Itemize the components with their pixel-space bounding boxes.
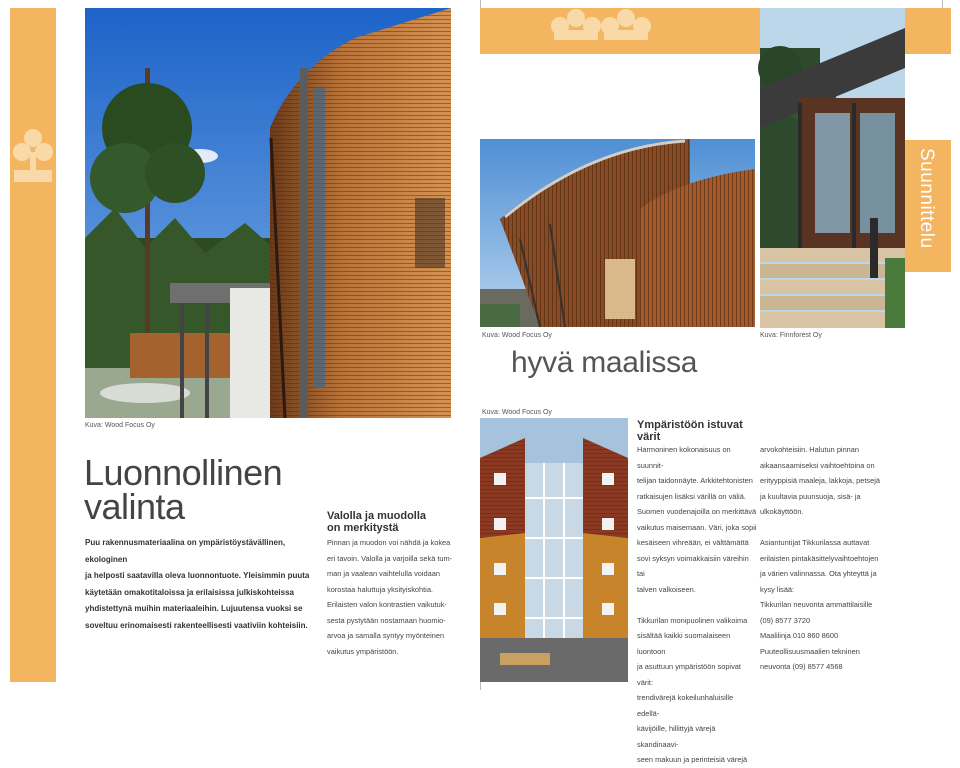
body-line: erityyppisiä maaleja, lakkoja, petsejä: [760, 476, 880, 485]
body-line: ratkaisujen lisäksi värillä on väliä.: [637, 491, 746, 501]
lead-line: käytetään omakotitaloissa ja erilaisissa julkiskohteissa: [85, 587, 294, 597]
body-line: ja värien valinnassa. Ota yhteyttä ja: [760, 569, 877, 578]
body-line: Tikkurilan monipuolinen valikoima: [637, 615, 748, 625]
right-heading: hyvä maalissa: [511, 346, 698, 379]
crop-mark-top-right: [942, 0, 943, 8]
body-line: sovi syksyn voimakkaisiin väreihin tai: [637, 553, 749, 578]
lead-line: Puu rakennusmateriaalina on ympäristöystävällinen, ekologinen: [85, 538, 286, 564]
curved-building-photo: [480, 139, 755, 327]
lead-line: yhdistettynä muihin materiaaleihin. Lujuutensa vuoksi se: [85, 604, 303, 613]
body-line: aikaansaamiseksi vaihtoehtoina on: [760, 460, 875, 470]
heading-line: värit: [637, 431, 661, 443]
caption-top-right: Kuva: Finnforest Oy: [760, 332, 822, 339]
body-line: Harmoninen kokonaisuus on suunnit-: [637, 445, 731, 470]
clover-icon: [10, 120, 56, 190]
body-line: ulkokäyttöön.: [760, 507, 804, 516]
body-line: [760, 520, 900, 536]
right-column-2: [760, 442, 900, 675]
body-line: vaikutus ympäristöön.: [327, 646, 399, 656]
body-line: sesta pystytään nostamaan huomio-: [327, 615, 446, 625]
body-line: Erilaisten valon kontrastien vaikutuk-: [327, 600, 447, 609]
body-line: kesäiseen vihreään, ei välttämättä: [637, 538, 749, 547]
lead-paragraph: [85, 535, 315, 634]
body-line: (09) 8577 3720: [760, 615, 811, 625]
crop-mark-bottom: [480, 682, 481, 690]
left-section-body: [327, 535, 457, 659]
body-line: neuvonta (09) 8577 4568: [760, 662, 843, 671]
body-line: man ja vaalean vaihtelulla voidaan: [327, 569, 440, 578]
left-title: [84, 452, 283, 527]
right-section-heading: [637, 419, 743, 443]
crown-pattern-icon: [480, 8, 760, 54]
body-line: ja kuultavia puunsuoja, sisä- ja: [760, 491, 861, 501]
body-line: arvoa ja samalla syntyy myönteinen: [327, 631, 445, 640]
body-line: erilaisten pintakäsittelyvaihtoehtojen: [760, 553, 879, 563]
top-orange-band: [480, 8, 760, 54]
body-line: Pinnan ja muodon voi nähdä ja kokea: [327, 538, 451, 547]
left-photo-caption: Kuva: Wood Focus Oy: [85, 422, 155, 429]
crop-mark-top: [480, 0, 481, 8]
section-tab-label: Suunnittelu: [916, 148, 937, 249]
apartment-photo: [480, 418, 628, 682]
section-tab: [905, 140, 951, 272]
body-line: Maalilinja 010 860 8600: [760, 631, 839, 640]
body-line: sisältää kaikki suomalaiseen luontoon: [637, 631, 731, 656]
body-line: eri tavoin. Valolla ja varjoilla sekä tum-: [327, 553, 453, 563]
body-line: Asiantuntijat Tikkurilassa auttavat: [760, 538, 870, 547]
body-line: Puuteollisuusmaalien tekninen: [760, 646, 860, 656]
title-line-1: Luonnollinen: [84, 452, 283, 493]
body-line: telijan taidonnäyte. Arkkitehtonisten: [637, 476, 753, 485]
heading-line: Ympäristöön istuvat: [637, 419, 743, 431]
body-line: trendivärejä kokeilunhaluisille edellä-: [637, 693, 734, 718]
body-line: korostaa haluttuja yksityiskohtia.: [327, 584, 433, 594]
wood-facade-photo: [85, 8, 451, 418]
body-line: Tikkurilan neuvonta ammattilaisille: [760, 600, 873, 609]
heading-line: on merkitystä: [327, 522, 399, 534]
body-line: seen makuun ja perinteisiä värejä: [637, 755, 748, 764]
top-right-orange-block: [905, 8, 951, 54]
body-line: ja asuttuun ympäristöön sopivat värit:: [637, 662, 741, 687]
house-stairs-photo: [760, 8, 905, 328]
title-line-2: valinta: [84, 486, 185, 527]
body-line: talven valkoiseen.: [637, 584, 696, 594]
body-line: vaikutus maisemaan. Väri, joka sopii: [637, 522, 757, 532]
lead-line: soveltuu erinomaisesti rakenteellisesti vaativiin kohteisiin.: [85, 620, 308, 630]
body-line: kysy lisää:: [760, 584, 795, 594]
body-line: kävijöille, hillittyjä värejä skandinaavi-: [637, 724, 716, 749]
left-section-heading: [327, 510, 426, 534]
lead-line: ja helposti saatavilla oleva luonnontuote. Yleisimmin puuta: [85, 571, 310, 580]
body-line: [637, 597, 757, 613]
caption-top-left: Kuva: Wood Focus Oy: [482, 332, 552, 339]
left-orange-bar: [10, 8, 56, 682]
body-line: arvokohteisiin. Halutun pinnan: [760, 445, 860, 454]
heading-line: Valolla ja muodolla: [327, 510, 427, 522]
caption-bottom: Kuva: Wood Focus Oy: [482, 409, 552, 416]
body-line: Suomen vuodenajoilla on merkittävä: [637, 507, 757, 516]
right-column-1: [637, 442, 757, 768]
